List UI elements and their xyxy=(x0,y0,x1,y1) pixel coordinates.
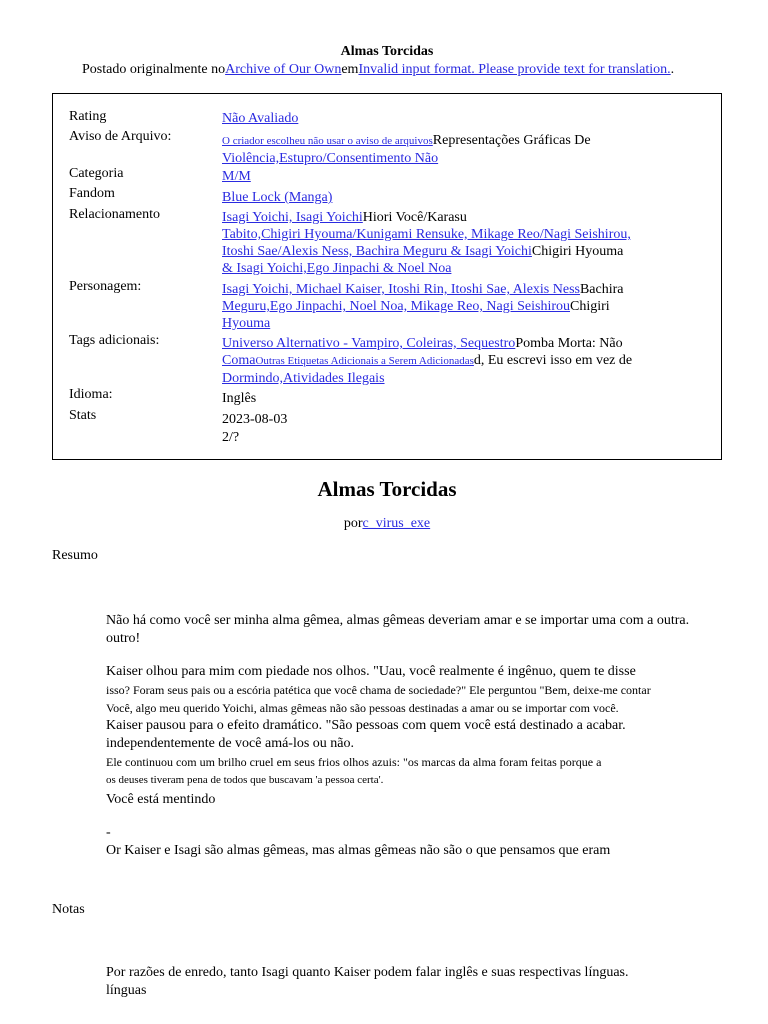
header-title: Almas Torcidas xyxy=(340,44,434,59)
character-link-3[interactable]: Hyouma xyxy=(222,316,271,331)
summary-p2-line5: independentemente de você amá-los ou não. xyxy=(106,736,355,751)
character-link-1[interactable]: Isagi Yoichi, Michael Kaiser, Itoshi Rin, Itoshi Sae, Alexis Ness xyxy=(222,282,580,297)
summary-p2-line3: Você, algo meu querido Yoichi, almas gêmeas não são pessoas destinadas a amar ou se importar com você. xyxy=(106,701,619,715)
category-label: Categoria xyxy=(69,166,124,181)
summary-heading: Resumo xyxy=(52,548,98,563)
notes-p1 xyxy=(106,964,726,1000)
summary-p2-line4: Kaiser pausou para o efeito dramático. "São pessoas com quem você está destinado a acabar. xyxy=(106,718,626,733)
character-link-2[interactable]: Meguru,Ego Jinpachi, Noel Noa, Mikage Reo, Nagi Seishirou xyxy=(222,299,570,314)
byline xyxy=(0,516,768,532)
relationship-link-3[interactable]: Itoshi Sae/Alexis Ness, Bachira Meguru & Isagi Yoichi xyxy=(222,244,532,259)
relationship-label: Relacionamento xyxy=(69,207,160,222)
invalid-link[interactable]: Invalid input format. Please provide text for translation. xyxy=(358,62,671,77)
relationship-link-4[interactable]: & Isagi Yoichi,Ego Jinpachi & Noel Noa xyxy=(222,261,452,276)
relationship-text-1: Hiori Você/Karasu xyxy=(362,210,467,225)
character-text-2: Chigiri xyxy=(570,299,610,314)
posted-em: em xyxy=(341,62,359,77)
warning-label: Aviso de Arquivo: xyxy=(69,129,172,144)
language-value: Inglês xyxy=(222,391,257,406)
stats-date: 2023-08-03 xyxy=(222,412,288,427)
stats-chapters: 2/? xyxy=(222,430,240,445)
notes-p1-line2: línguas xyxy=(106,983,147,998)
tags-link-2[interactable]: Coma xyxy=(222,353,256,368)
warning-link-2[interactable]: Violência,Estupro/Consentimento Não xyxy=(222,151,439,166)
summary-p1 xyxy=(106,612,726,648)
language-label: Idioma: xyxy=(69,387,113,402)
summary-dash: - xyxy=(106,825,111,840)
relationship-text-3: Chigiri Hyouma xyxy=(531,244,624,259)
notes-heading: Notas xyxy=(52,902,85,917)
character-label: Personagem: xyxy=(69,279,142,294)
summary-p3: Você está mentindo xyxy=(106,792,216,807)
posted-line xyxy=(82,62,674,78)
posted-suffix: . xyxy=(670,62,675,77)
author-link[interactable]: c_virus_exe xyxy=(362,516,431,531)
stats-label: Stats xyxy=(69,408,97,423)
warning-text: Representações Gráficas De xyxy=(432,133,591,148)
summary-p2-line1: Kaiser olhou para mim com piedade nos olhos. "Uau, você realmente é ingênuo, quem te disse xyxy=(106,664,636,679)
summary-p4: Or Kaiser e Isagi são almas gêmeas, mas almas gêmeas não são o que pensamos que eram xyxy=(106,843,611,858)
summary-p2 xyxy=(106,663,726,789)
tags-text-2: d, Eu escrevi isso em vez de xyxy=(473,353,633,368)
warning-link[interactable]: O criador escolheu não usar o aviso de arquivos xyxy=(222,135,433,147)
tags-text-1: Pomba Morta: Não xyxy=(515,336,623,351)
tags-link-3[interactable]: Dormindo,Atividades Ilegais xyxy=(222,371,385,386)
metadata-box xyxy=(52,93,722,460)
summary-p2-line6: Ele continuou com um brilho cruel em seus frios olhos azuis: "os marcas da alma foram feitas porque a xyxy=(106,755,602,769)
summary-p1-line2: outro! xyxy=(106,631,141,646)
notes-p1-line1: Por razões de enredo, tanto Isagi quanto Kaiser podem falar inglês e suas respectivas línguas. xyxy=(106,965,629,980)
tags-label: Tags adicionais: xyxy=(69,333,160,348)
summary-p2-line2: isso? Foram seus pais ou a escória patética que você chama de sociedade?" Ele perguntou "Bem, deixe-me contar xyxy=(106,683,651,697)
fandom-label: Fandom xyxy=(69,186,115,201)
rating-value[interactable]: Não Avaliado xyxy=(222,111,299,126)
relationship-link-1[interactable]: Isagi Yoichi, Isagi Yoichi xyxy=(222,210,363,225)
tags-link-small[interactable]: Outras Etiquetas Adicionais a Serem Adicionadas xyxy=(255,355,474,367)
work-title: Almas Torcidas xyxy=(317,477,457,501)
summary-p2-line7: os deuses tiveram pena de todos que buscavam 'a pessoa certa'. xyxy=(106,774,384,786)
character-text-1: Bachira xyxy=(579,282,624,297)
category-value[interactable]: M/M xyxy=(222,169,251,184)
fandom-value[interactable]: Blue Lock (Manga) xyxy=(222,190,333,205)
posted-prefix: Postado originalmente no xyxy=(82,62,226,77)
byline-prefix: por xyxy=(343,516,363,531)
archive-link[interactable]: Archive of Our Own xyxy=(225,62,342,77)
summary-p1-line1: Não há como você ser minha alma gêmea, almas gêmeas deveriam amar e se importar uma com a outra. xyxy=(106,613,690,628)
relationship-link-2[interactable]: Tabito,Chigiri Hyouma/Kunigami Rensuke, Mikage Reo/Nagi Seishirou, xyxy=(222,227,631,242)
tags-link-1[interactable]: Universo Alternativo - Vampiro, Coleiras, Sequestro xyxy=(222,336,516,351)
rating-label: Rating xyxy=(69,109,107,124)
